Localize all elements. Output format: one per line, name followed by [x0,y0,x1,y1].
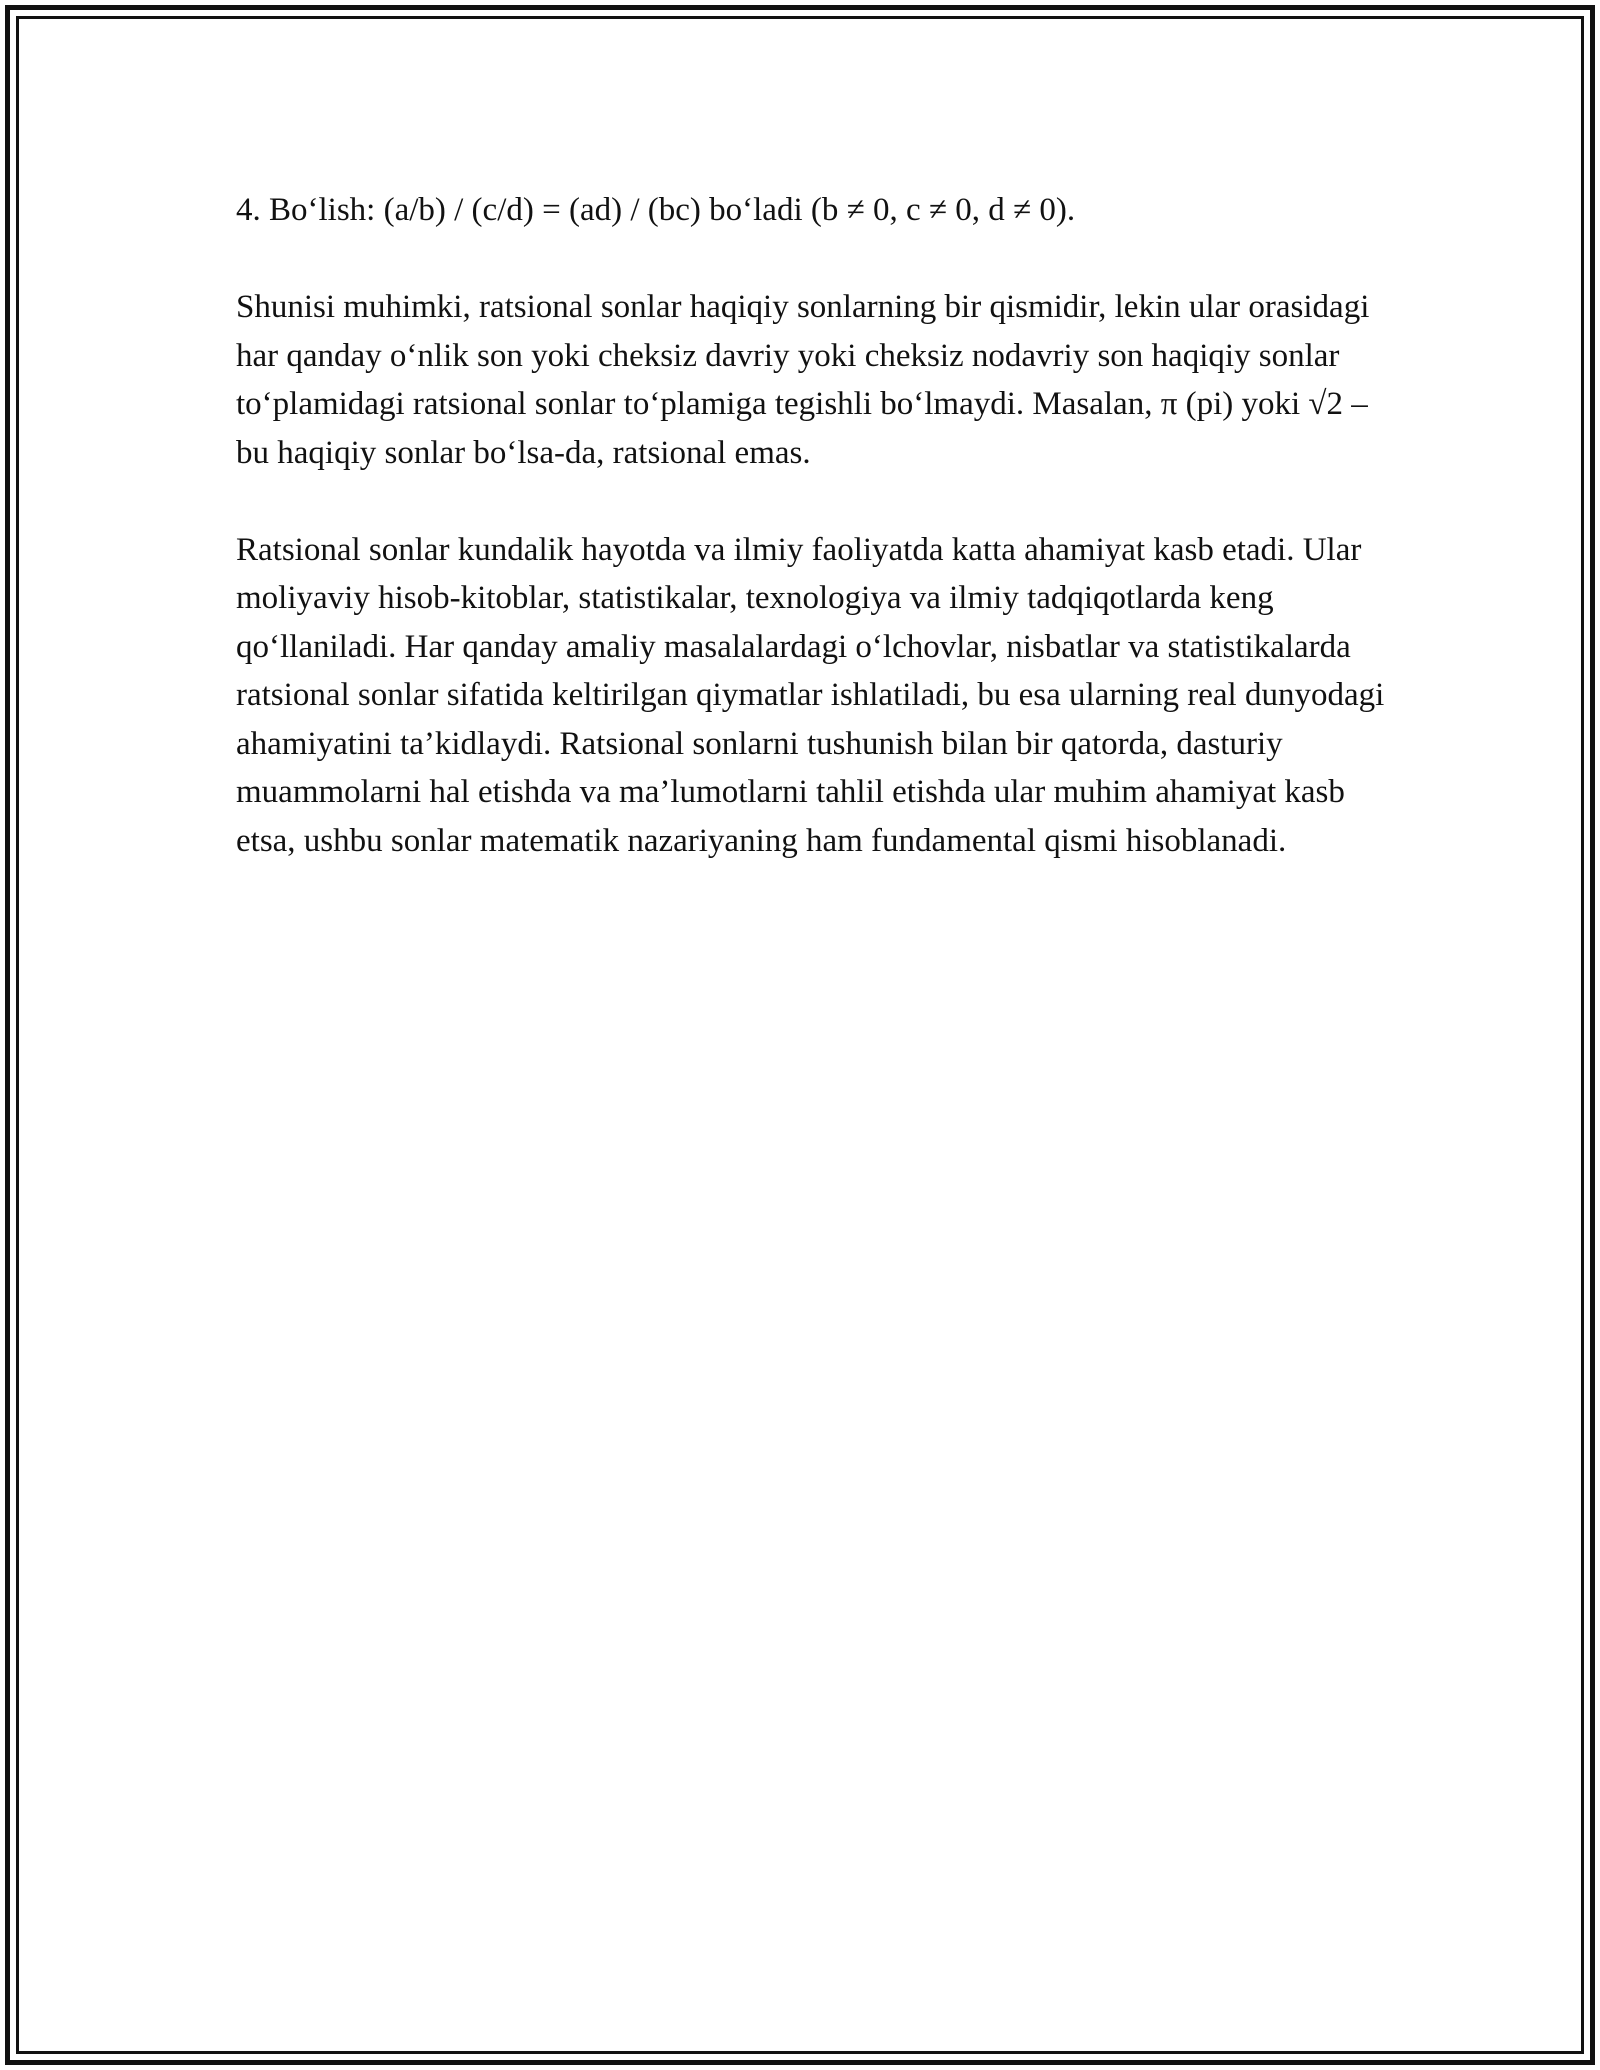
paragraph-importance: Ratsional sonlar kundalik hayotda va ilmiy faoliyatda katta ahamiyat kasb etadi. Ular moliyaviy hisob-kitoblar, statistikalar, texnologiya va ilmiy tadqiqotlarda keng qo‘llaniladi. Har qanday amaliy masalalardagi o‘lchovlar, nisbatlar va statistikalarda ratsional sonlar sifatida keltirilgan qiymatlar ishlatiladi, bu esa ularning real dunyodagi ahamiyatini ta’kidlaydi. Ratsional sonlarni tushunish bilan bir qatorda, dasturiy muammolarni hal etishda va ma’lumotlarni tahlil etishda ular muhim ahamiyat kasb etsa, ushbu sonlar matematik nazariyaning ham fundamental qismi hisoblanadi. [236,531,1385,859]
paragraph-real-numbers: Shunisi muhimki, ratsional sonlar haqiqiy sonlarning bir qismidir, lekin ular orasidagi har qanday o‘nlik son yoki cheksiz davriy yoki cheksiz nodavriy son haqiqiy sonlar to‘plamidagi ratsional sonlar to‘plamiga tegishli bo‘lmaydi. Masalan, π (pi) yoki √2 – bu haqiqiy sonlar bo‘lsa-da, ratsional emas. [236,289,1370,471]
paragraph-division-rule: 4. Bo‘lish: (a/b) / (c/d) = (ad) / (bc) bo‘ladi (b ≠ 0, c ≠ 0, d ≠ 0). [236,192,1076,228]
document-body [236,186,1396,914]
